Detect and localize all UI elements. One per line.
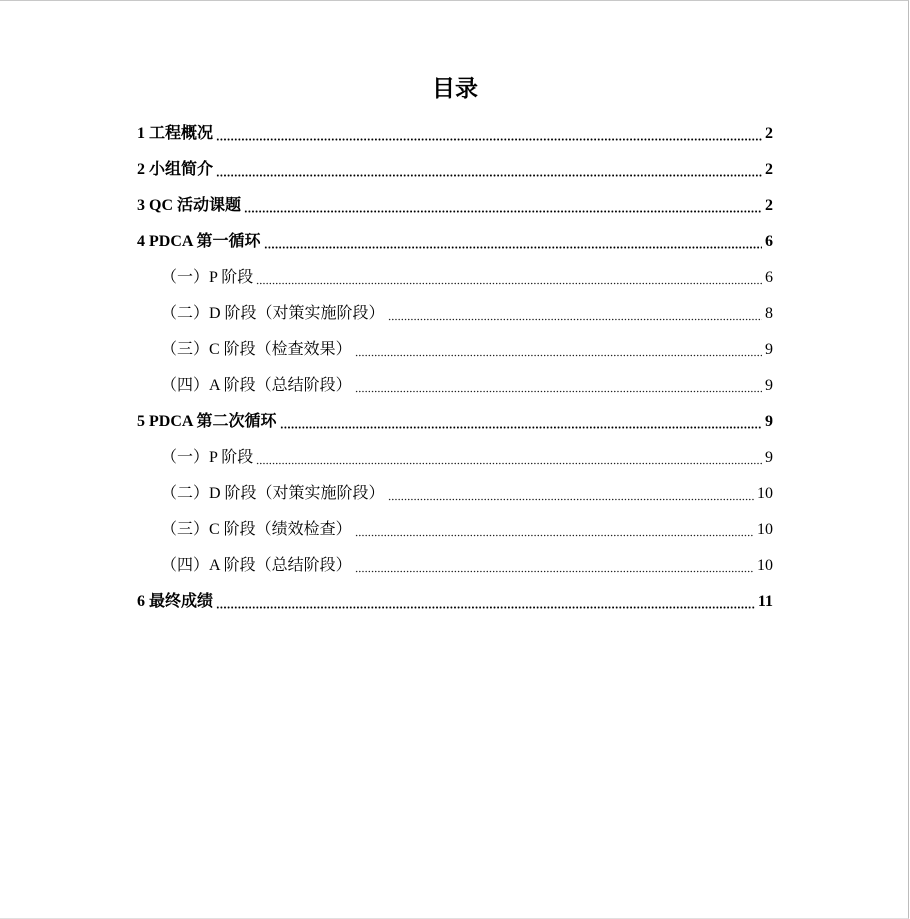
toc-entry-label: 1 工程概况 [137,125,214,142]
toc-entry[interactable] [137,402,773,438]
toc-subentry[interactable] [137,510,773,546]
dot-leader [216,138,762,141]
toc-entry-page: 6 [765,233,773,250]
toc-entry[interactable] [137,582,773,618]
toc-entry-page: 9 [765,341,773,358]
toc-entry-page: 2 [765,161,773,178]
toc-entry-label: 4 PDCA 第一循环 [137,233,261,250]
toc-entry-page: 8 [765,305,773,322]
toc-entry-label: （二）D 阶段（对策实施阶段） [161,305,385,322]
toc-entry-label: （三）C 阶段（绩效检查） [161,521,352,538]
toc-entry[interactable] [137,150,773,186]
dot-leader [388,498,754,501]
toc-subentry[interactable] [137,474,773,510]
dot-leader [256,462,762,465]
toc-entry-label: 3 QC 活动课题 [137,197,242,214]
toc-entry-page: 10 [757,485,773,502]
dot-leader [355,570,754,573]
toc-entry[interactable] [137,114,773,150]
dot-leader [256,282,762,285]
dot-leader [216,174,762,177]
toc-entry-label: （三）C 阶段（检查效果） [161,341,352,358]
toc-entry-label: 2 小组简介 [137,161,214,178]
toc-entry-label: 6 最终成绩 [137,593,214,610]
toc-entry-label: （四）A 阶段（总结阶段） [161,377,352,394]
toc-entry-page: 10 [757,521,773,538]
dot-leader [355,390,762,393]
toc-entry-page: 2 [765,197,773,214]
toc-entry[interactable] [137,222,773,258]
toc-subentry[interactable] [137,366,773,402]
toc-entry-page: 6 [765,269,773,286]
toc-entry-page: 11 [757,593,773,610]
toc-entry-page: 9 [765,377,773,394]
toc-entry-label: 5 PDCA 第二次循环 [137,413,277,430]
dot-leader [388,318,762,321]
toc-subentry[interactable] [137,438,773,474]
dot-leader [264,246,762,249]
toc-entry-label: （二）D 阶段（对策实施阶段） [161,485,385,502]
dot-leader [280,426,762,429]
toc-entry-page: 10 [757,557,773,574]
toc-title: 目录 [432,75,478,102]
toc-entry[interactable] [137,186,773,222]
dot-leader [216,606,755,609]
toc-subentry[interactable] [137,258,773,294]
dot-leader [355,534,754,537]
toc-subentry[interactable] [137,330,773,366]
toc-entry-page: 2 [765,125,773,142]
toc-entry-page: 9 [765,449,773,466]
toc-entry-page: 9 [765,413,773,430]
dot-leader [244,210,762,213]
toc-entry-label: （一）P 阶段 [161,449,254,466]
toc-subentry[interactable] [137,294,773,330]
toc-subentry[interactable] [137,546,773,582]
table-of-contents [137,114,773,618]
dot-leader [355,354,762,357]
toc-entry-label: （四）A 阶段（总结阶段） [161,557,352,574]
toc-entry-label: （一）P 阶段 [161,269,254,286]
